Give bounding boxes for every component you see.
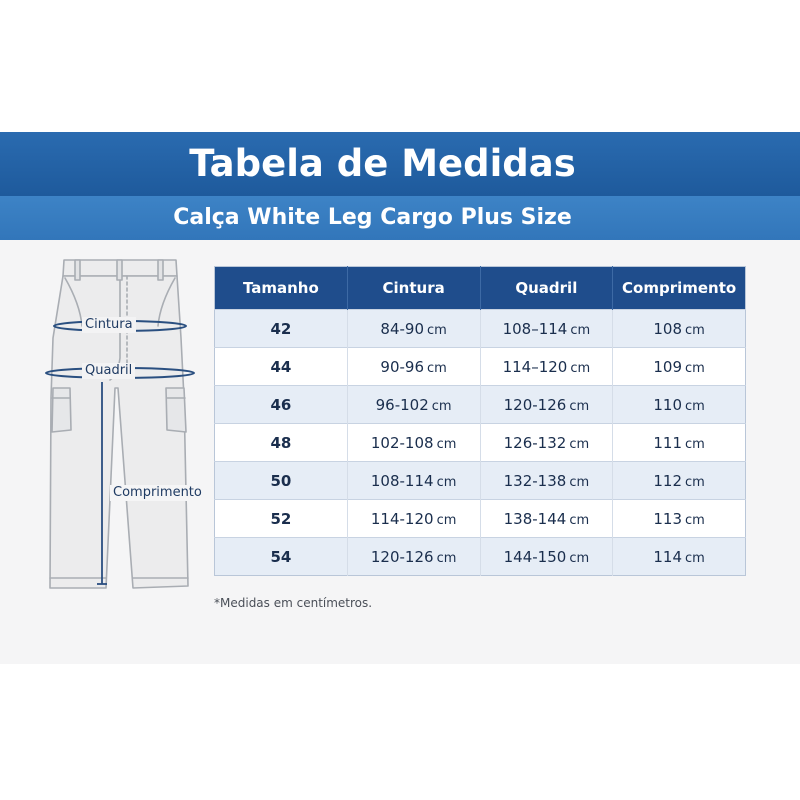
size-cell xyxy=(215,500,348,538)
column-header-waist: Cintura xyxy=(347,267,480,310)
size-cell-value: 52 xyxy=(270,509,292,528)
size-cell-value: 48 xyxy=(270,433,292,452)
page-subtitle: Calça White Leg Cargo Plus Size xyxy=(173,205,572,230)
hip-cell xyxy=(480,500,613,538)
length-cell-value: 114 xyxy=(653,547,683,566)
size-cell-value: 50 xyxy=(270,471,292,490)
waist-cell xyxy=(347,462,480,500)
waist-cell-value: 90-96 xyxy=(380,357,425,376)
length-cell xyxy=(613,538,746,576)
waist-cell xyxy=(347,310,480,348)
hip-cell xyxy=(480,310,613,348)
length-cell xyxy=(613,424,746,462)
hip-cell-value: 114–120 xyxy=(502,357,568,376)
length-cell xyxy=(613,310,746,348)
waist-cell xyxy=(347,538,480,576)
waist-cell-value: 84-90 xyxy=(380,319,425,338)
hip-cell-value: 108–114 xyxy=(502,319,568,338)
size-cell xyxy=(215,310,348,348)
length-cell-value: 110 xyxy=(653,395,683,414)
unit-label: cm xyxy=(569,512,590,528)
waist-cell-value: 96-102 xyxy=(375,395,429,414)
hip-cell xyxy=(480,348,613,386)
unit-label: cm xyxy=(685,436,705,452)
size-cell xyxy=(215,424,348,462)
size-cell xyxy=(215,348,348,386)
column-header-size: Tamanho xyxy=(215,267,348,310)
table-row xyxy=(215,348,746,386)
table-row xyxy=(215,424,746,462)
length-cell xyxy=(613,386,746,424)
footnote: *Medidas em centímetros. xyxy=(214,596,373,610)
table-row xyxy=(215,500,746,538)
unit-label: cm xyxy=(569,398,590,414)
waist-cell-value: 114-120 xyxy=(370,509,434,528)
length-cell-value: 111 xyxy=(653,433,683,452)
hip-cell-value: 144-150 xyxy=(503,547,567,566)
length-cell-value: 108 xyxy=(653,319,683,338)
hip-cell xyxy=(480,424,613,462)
size-cell-value: 44 xyxy=(270,357,292,376)
length-cell-value: 112 xyxy=(653,471,683,490)
cargo-pants-icon xyxy=(30,248,230,600)
length-cell xyxy=(613,462,746,500)
unit-label: cm xyxy=(569,436,590,452)
hip-cell xyxy=(480,386,613,424)
hip-cell-value: 138-144 xyxy=(503,509,567,528)
unit-label: cm xyxy=(431,398,452,414)
waist-cell-value: 120-126 xyxy=(370,547,434,566)
hip-label: Quadril xyxy=(82,363,135,379)
length-cell-value: 109 xyxy=(653,357,683,376)
length-cell xyxy=(613,348,746,386)
unit-label: cm xyxy=(436,550,457,566)
table-row xyxy=(215,462,746,500)
unit-label: cm xyxy=(427,360,447,376)
waist-cell-value: 102-108 xyxy=(370,433,434,452)
size-cell xyxy=(215,462,348,500)
unit-label: cm xyxy=(685,512,705,528)
table-row xyxy=(215,310,746,348)
size-cell xyxy=(215,386,348,424)
unit-label: cm xyxy=(685,398,705,414)
table-row xyxy=(215,386,746,424)
waist-cell xyxy=(347,348,480,386)
unit-label: cm xyxy=(685,322,705,338)
hip-cell xyxy=(480,462,613,500)
size-cell-value: 54 xyxy=(270,547,292,566)
hip-cell-value: 120-126 xyxy=(503,395,567,414)
unit-label: cm xyxy=(570,360,591,376)
hip-cell xyxy=(480,538,613,576)
unit-label: cm xyxy=(685,360,705,376)
unit-label: cm xyxy=(569,550,590,566)
table-header-row xyxy=(215,267,746,310)
hip-cell-value: 126-132 xyxy=(503,433,567,452)
size-cell-value: 42 xyxy=(270,319,292,338)
size-cell xyxy=(215,538,348,576)
unit-label: cm xyxy=(436,474,457,490)
waist-cell xyxy=(347,424,480,462)
hip-cell-value: 132-138 xyxy=(503,471,567,490)
column-header-length: Comprimento xyxy=(613,267,746,310)
length-cell xyxy=(613,500,746,538)
size-cell-value: 46 xyxy=(270,395,292,414)
size-table xyxy=(214,266,746,576)
unit-label: cm xyxy=(570,322,591,338)
length-cell-value: 113 xyxy=(653,509,683,528)
waist-label: Cintura xyxy=(82,317,136,333)
column-header-hip: Quadril xyxy=(480,267,613,310)
waist-cell xyxy=(347,386,480,424)
unit-label: cm xyxy=(427,322,447,338)
unit-label: cm xyxy=(685,550,705,566)
table-row xyxy=(215,538,746,576)
unit-label: cm xyxy=(436,512,457,528)
waist-cell-value: 108-114 xyxy=(370,471,434,490)
length-label: Comprimento xyxy=(110,485,205,501)
unit-label: cm xyxy=(436,436,457,452)
page-title: Tabela de Medidas xyxy=(189,142,576,185)
unit-label: cm xyxy=(685,474,705,490)
waist-cell xyxy=(347,500,480,538)
unit-label: cm xyxy=(569,474,590,490)
